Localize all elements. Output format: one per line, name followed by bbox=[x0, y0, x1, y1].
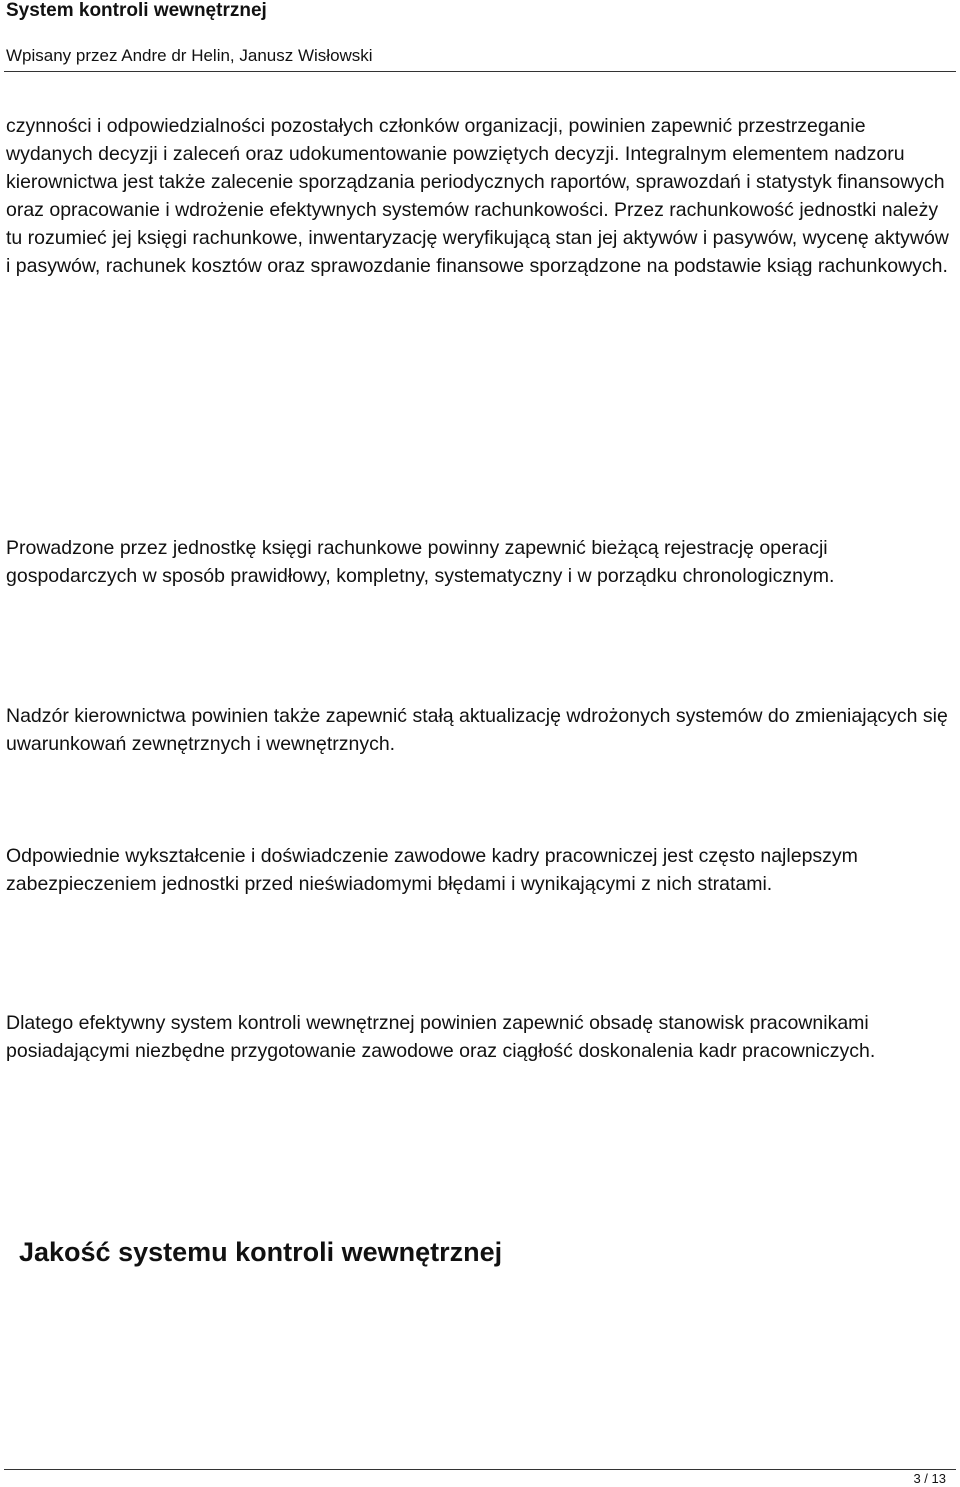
page-number: 3 / 13 bbox=[913, 1471, 946, 1486]
footer-divider bbox=[4, 1469, 956, 1470]
document-authors: Wpisany przez Andre dr Helin, Janusz Wisłowski bbox=[6, 46, 373, 65]
paragraph-5: Dlatego efektywny system kontroli wewnętrznej powinien zapewnić obsadę stanowisk pracownikami posiadającymi niezbędne przygotowanie zawodowe oraz ciągłość doskonalenia kadr pracowniczych. bbox=[6, 1012, 876, 1062]
paragraph-2: Prowadzone przez jednostkę księgi rachunkowe powinny zapewnić bieżącą rejestrację operacji gospodarczych w sposób prawidłowy, kompletny, systematyczny i w porządku chronologicznym. bbox=[6, 537, 835, 587]
paragraph-3: Nadzór kierownictwa powinien także zapewnić stałą aktualizację wdrożonych systemów do zmieniających się uwarunkowań zewnętrznych i wewnętrznych. bbox=[6, 705, 948, 755]
header-divider bbox=[4, 71, 956, 72]
paragraph-1: czynności i odpowiedzialności pozostałych członków organizacji, powinien zapewnić przestrzeganie wydanych decyzji i zaleceń oraz udokumentowanie powziętych decyzji. Integralnym elementem nadzoru kierownictwa jest także zalecenie sporządzania periodycznych raportów, sprawozdań i statystyk finansowych oraz opracowanie i wdrożenie efektywnych systemów rachunkowości. Przez rachunkowość jednostki należy tu rozumieć jej księgi rachunkowe, inwentaryzację weryfikującą stan jej aktywów i pasywów, wycenę aktywów i pasywów, rachunek kosztów oraz sprawozdanie finansowe sporządzone na podstawie ksiąg rachunkowych. bbox=[6, 115, 949, 277]
section-heading: Jakość systemu kontroli wewnętrznej bbox=[19, 1237, 503, 1267]
paragraph-4: Odpowiednie wykształcenie i doświadczenie zawodowe kadry pracowniczej jest często najlepszym zabezpieczeniem jednostki przed nieświadomymi błędami i wynikającymi z nich stratami. bbox=[6, 845, 858, 895]
document-title: System kontroli wewnętrznej bbox=[6, 0, 267, 21]
